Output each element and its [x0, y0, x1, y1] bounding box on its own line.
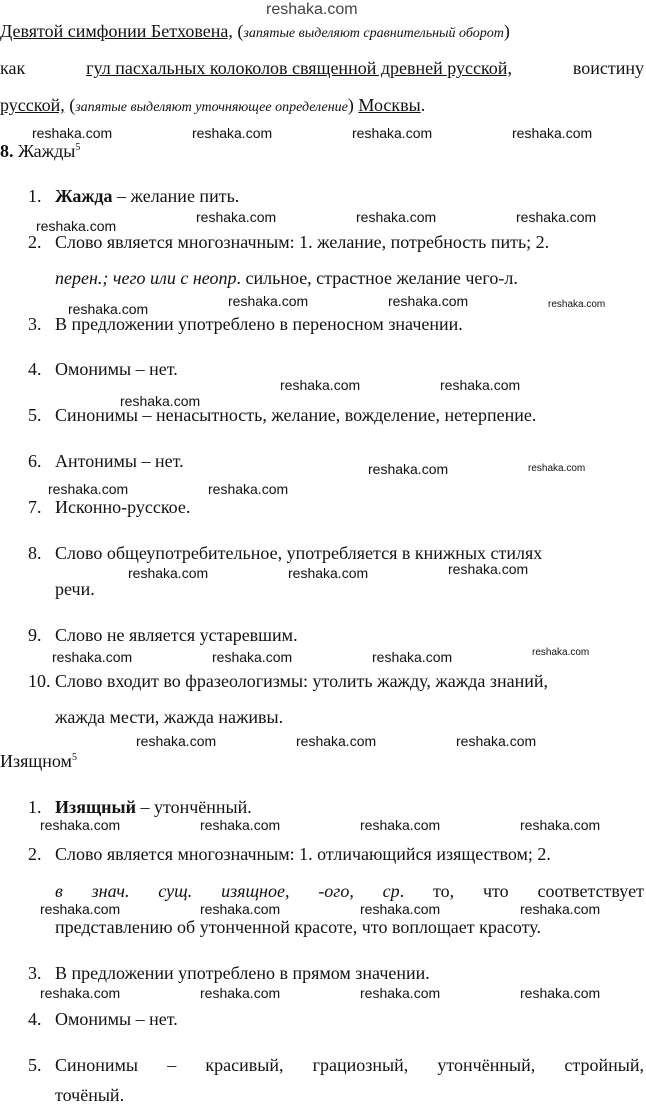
- section-1-number: 8.: [0, 141, 14, 161]
- watermark: reshaka.com: [200, 901, 281, 917]
- section-1-heading: [0, 140, 80, 162]
- watermark: reshaka.com: [48, 481, 129, 497]
- watermark: reshaka.com: [68, 301, 149, 317]
- word: грациозный,: [312, 1055, 409, 1075]
- watermark: reshaka.com: [192, 125, 273, 141]
- watermark: reshaka.com: [288, 565, 369, 581]
- watermark: reshaka.com: [280, 377, 361, 393]
- list-item: [28, 231, 644, 253]
- watermark: reshaka.com: [512, 125, 593, 141]
- item-continuation: точёный.: [55, 1085, 125, 1105]
- item-number: 10.: [28, 671, 51, 691]
- list-item: [28, 670, 644, 692]
- watermark: reshaka.com: [532, 647, 590, 658]
- watermark: reshaka.com: [372, 649, 453, 665]
- item-continuation: речи.: [55, 579, 95, 599]
- watermark: reshaka.com: [360, 985, 441, 1001]
- item-number: 1.: [28, 797, 42, 817]
- watermark: reshaka.com: [388, 293, 469, 309]
- item-continuation: представлению об утонченной красоте, что воплощает красоту.: [55, 917, 541, 937]
- period: .: [399, 881, 405, 901]
- word: красивый,: [205, 1055, 284, 1075]
- watermark: reshaka.com: [368, 461, 449, 477]
- watermark: reshaka.com: [548, 299, 606, 310]
- watermark: reshaka.com: [32, 125, 113, 141]
- item-text: Исконно-русское.: [55, 497, 191, 517]
- item-number: 6.: [28, 451, 42, 471]
- item-text: Омонимы – нет.: [55, 359, 178, 379]
- list-item: [28, 185, 644, 207]
- item-continuation: [55, 880, 644, 902]
- watermark: reshaka.com: [516, 209, 597, 225]
- watermark: reshaka.com: [208, 481, 289, 497]
- item-text: Слово входит во фразеологизмы: утолить жажду, жажда знаний,: [55, 671, 548, 691]
- item-text: Синонимы – ненасытность, желание, вожделение, нетерпение.: [55, 405, 537, 425]
- watermark: reshaka.com: [128, 565, 209, 581]
- item-text: В предложении употреблено в прямом значении.: [55, 963, 430, 983]
- intro-line-1: [0, 20, 644, 45]
- item-number: 7.: [28, 497, 42, 517]
- watermark: reshaka.com: [52, 649, 133, 665]
- intro-word-kak: как: [0, 58, 26, 78]
- word: изящное,: [221, 881, 290, 901]
- word: знач.: [91, 881, 130, 901]
- watermark: reshaka.com: [360, 817, 441, 833]
- item-italic: перен.; чего или с неопр: [55, 268, 237, 288]
- intro-note-2: запятые выделяют уточняющее определение: [75, 100, 348, 115]
- item-number: 8.: [28, 543, 42, 563]
- watermark: reshaka.com: [440, 377, 521, 393]
- section-1-title: Жажды: [18, 141, 76, 161]
- paren-open: (: [237, 21, 244, 41]
- intro-phrase-2: гул пасхальных колоколов священной древней русской,: [86, 58, 512, 78]
- word: –: [167, 1055, 177, 1075]
- watermark: reshaka.com: [520, 817, 601, 833]
- intro-phrase-3: русской,: [0, 95, 65, 115]
- paren-open: (: [69, 95, 76, 115]
- watermark: reshaka.com: [120, 393, 201, 409]
- item-text: Слово является многозначным: 1. отличающийся изяществом; 2.: [55, 844, 551, 864]
- item-text: Слово общеупотребительное, употребляется в книжных стилях: [55, 543, 543, 563]
- watermark: reshaka.com: [228, 293, 309, 309]
- word: то,: [433, 881, 455, 901]
- watermark: reshaka.com: [136, 733, 217, 749]
- watermark: reshaka.com: [40, 817, 121, 833]
- word: сущ.: [158, 881, 193, 901]
- paren-close: ): [503, 21, 510, 41]
- watermark: reshaka.com: [356, 209, 437, 225]
- watermark: reshaka.com: [196, 209, 277, 225]
- watermark: reshaka.com: [448, 561, 529, 577]
- intro-phrase-4: Москвы: [358, 95, 421, 115]
- list-item: [28, 962, 644, 984]
- watermark: reshaka.com: [520, 901, 601, 917]
- item-number: 5.: [28, 1055, 42, 1075]
- headword: Жажда: [55, 186, 113, 206]
- item-number: 5.: [28, 405, 42, 425]
- watermark: reshaka.com: [36, 218, 117, 234]
- item-text: Омонимы – нет.: [55, 1009, 178, 1029]
- section-1-sup: 5: [75, 142, 81, 153]
- word: что: [482, 881, 509, 901]
- watermark: reshaka.com: [212, 649, 293, 665]
- word: стройный,: [564, 1055, 644, 1075]
- item-text: В предложении употреблено в переносном значении.: [55, 314, 463, 334]
- word: соответствует: [537, 881, 644, 901]
- item-text: Антонимы – нет.: [55, 451, 184, 471]
- intro-word-voistinu: воистину: [572, 58, 644, 78]
- watermark: reshaka.com: [40, 985, 121, 1001]
- item-text: – желание пить.: [112, 186, 240, 206]
- list-item: [28, 624, 644, 646]
- list-item: [28, 1008, 644, 1030]
- item-number: 3.: [28, 963, 42, 983]
- item-number: 2.: [28, 232, 42, 252]
- word: Синонимы: [55, 1055, 139, 1075]
- item-number: 1.: [28, 186, 42, 206]
- headword: Изящный: [55, 797, 136, 817]
- watermark: reshaka.com: [200, 985, 281, 1001]
- item-continuation: жажда мести, жажда наживы.: [55, 707, 284, 727]
- watermark: reshaka.com: [352, 125, 433, 141]
- intro-note-1: запятые выделяют сравнительный оборот: [243, 26, 504, 41]
- list-item: [28, 1054, 644, 1076]
- section-2-heading: [0, 750, 77, 772]
- word: ср: [382, 881, 400, 901]
- item-text: Слово является многозначным: 1. желание, потребность пить; 2.: [55, 232, 550, 252]
- list-item: [28, 542, 644, 564]
- intro-line-2: [0, 57, 644, 79]
- period: .: [420, 95, 426, 115]
- watermark: reshaka.com: [456, 733, 537, 749]
- item-number: 2.: [28, 844, 42, 864]
- section-2-title: Изящном: [0, 751, 72, 771]
- intro-phrase-1: Девятой симфонии Бетховена,: [0, 21, 233, 41]
- header-watermark: reshaka.com: [266, 1, 358, 18]
- watermark: reshaka.com: [296, 733, 377, 749]
- watermark: reshaka.com: [200, 817, 281, 833]
- list-item: [28, 843, 644, 865]
- section-2-sup: 5: [71, 752, 77, 763]
- watermark: reshaka.com: [360, 901, 441, 917]
- item-number: 4.: [28, 359, 42, 379]
- item-text: Слово не является устаревшим.: [55, 625, 298, 645]
- item-text: – утончённый.: [135, 797, 252, 817]
- paren-close: ): [347, 95, 354, 115]
- list-item: [28, 796, 644, 818]
- word: в: [55, 881, 63, 901]
- item-continuation: [55, 267, 518, 289]
- watermark: reshaka.com: [528, 463, 586, 474]
- item-text: . сильное, страстное желание чего-л.: [236, 268, 518, 288]
- word: -ого,: [318, 881, 354, 901]
- word: утончённый,: [437, 1055, 536, 1075]
- list-item: [28, 496, 644, 518]
- item-number: 4.: [28, 1009, 42, 1029]
- intro-line-3: [0, 94, 425, 119]
- watermark: reshaka.com: [520, 985, 601, 1001]
- watermark: reshaka.com: [40, 901, 121, 917]
- item-number: 9.: [28, 625, 42, 645]
- item-number: 3.: [28, 314, 42, 334]
